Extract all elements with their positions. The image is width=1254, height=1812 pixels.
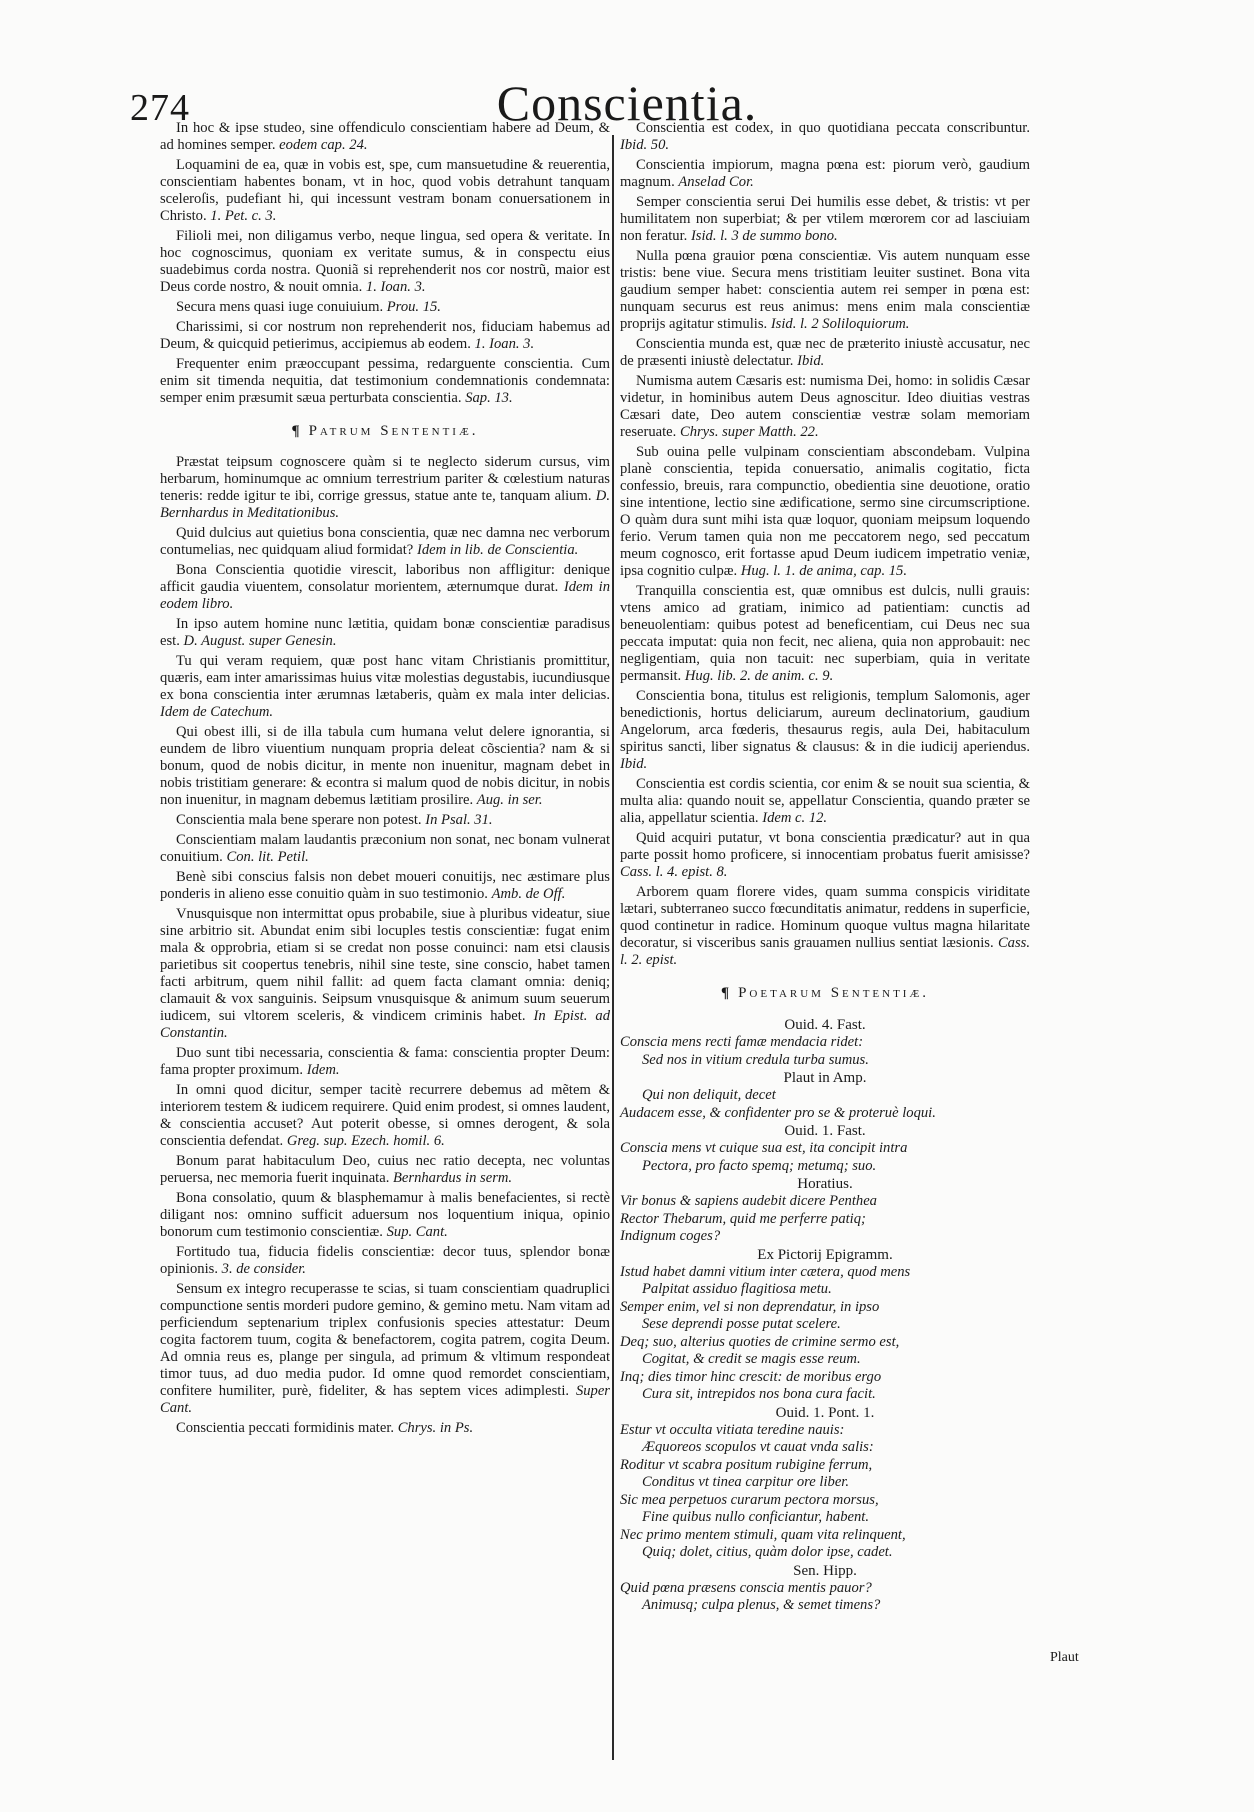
quote-source: Cass. l. 4. epist. 8. [620, 864, 728, 880]
quote-paragraph [160, 228, 610, 296]
quote-paragraph [160, 616, 610, 650]
verse-line: Conditus vt tinea carpitur ore liber. [642, 1474, 850, 1490]
quote-source: Anselad Cor. [678, 174, 754, 190]
right-quotes [620, 120, 1030, 969]
poetarum-verses [620, 1016, 1030, 1615]
quote-paragraph [160, 1190, 610, 1241]
quote-paragraph [620, 248, 1030, 333]
quote-text: Fortitudo tua, fiducia fidelis conscientiæ: decor tuus, splendor bonæ opinionis. [160, 1244, 610, 1277]
quote-text: In ipso autem homine nunc lætitia, quidam bonæ conscientiæ paradisus est. [160, 616, 610, 649]
quote-source: Ibid. [797, 353, 825, 369]
quote-text: Bona Conscientia quotidie virescit, laboribus non affligitur: denique afficit gaudia viuentem, consolatur morientem, æternumque durat. [160, 562, 610, 595]
quote-text: Benè sibi conscius falsis non debet moueri conuitijs, nec æstimare plus ponderis in alieno esse conuitio quàm in suo testimonio. [160, 869, 610, 902]
verse-line: Nec primo mentem stimuli, quam vita relinquent, [620, 1526, 906, 1543]
quote-source: Idem de Catechum. [160, 704, 274, 720]
verse-line: Quid pœna præsens conscia mentis pauor? [620, 1579, 872, 1596]
quote-text: Nulla pœna grauior pœna conscientiæ. Vis autem nunquam esse tristis: bene viue. Secura mens tristitiam leuiter sustinet. Bona vita gaudium semper habet: conscientia autem rei semper in pœna est: nunquam securus est reus animus: mens enim mala conscientiæ proprijs agitatur stimulis. [620, 248, 1030, 332]
right-column [620, 120, 1030, 1615]
quote-text: Conscientia peccati formidinis mater. [176, 1420, 395, 1436]
quote-paragraph [620, 336, 1030, 370]
quote-source: Amb. de Off. [491, 886, 566, 902]
catchword: Plaut [1050, 1650, 1079, 1665]
poem-attribution: Sen. Hipp. [793, 1562, 857, 1579]
verse-line: Indignum coges? [620, 1228, 721, 1244]
quote-text: Filioli mei, non diligamus verbo, neque lingua, sed opera & veritate. In hoc cognoscimus, quoniam ex veritate sumus, & in conspectu eius suadebimus corda nostra. Quoniã si reprehenderit nos cor nostrũ, maior est Deus corde nostro, & nouit omnia. [160, 228, 610, 295]
quote-source: Isid. l. 3 de summo bono. [690, 228, 838, 244]
quote-source: 1. Ioan. 3. [365, 279, 426, 295]
quote-text: Qui obest illi, si de illa tabula cum humana velut delere ignorantia, si eundem de libro viuentium nunquam propria deleat cõscientia? nam & si bonum, quod de nobis dicitur, in mente non inuenitur, magnam debet in nobis tristitiam generare: & econtra si malum quod de nobis dicitur, in nobis non inuenitur, in magnam debemus lætitiam prosilire. [160, 724, 610, 808]
quote-source: In Epist. ad Constantin. [160, 1008, 611, 1041]
quote-text: Charissimi, si cor nostrum non reprehenderit nos, fiduciam habemus ad Deum, & quicquid petierimus, accipiemus ab eodem. [160, 319, 610, 352]
verse-line: Qui non deliquit, decet [642, 1087, 776, 1103]
quote-paragraph [160, 1082, 610, 1150]
quote-source: Idem. [306, 1062, 340, 1078]
poem-attribution: Ouid. 1. Pont. 1. [775, 1404, 875, 1421]
verse-line: Inq; dies timor hinc crescit: de moribus ergo [620, 1368, 882, 1385]
quote-text: Semper conscientia serui Dei humilis esse debet, & tristis: vt per humilitatem non superbiat; & per vtilem mœrorem cor ad lasciuiam non feratur. [620, 194, 1030, 244]
quote-paragraph [160, 454, 610, 522]
quote-text: Tranquilla conscientia est, quæ omnibus est dulcis, nulli grauis: vtens amico ad gratiam, inimico ad patientiam: cunctis ad beneuolentiam: quibus potest ad beneficentiam, cui Deus nec sua peccata imputat: quia non fecit, nec aliena, quia non approbauit: nec negligentiam, quia non tacuit: nec superbiam, quia in veritate permansit. [620, 583, 1030, 684]
running-head: Conscientia. [496, 75, 758, 131]
quote-text: Arborem quam florere vides, quam summa conspicis viriditate lætari, subterraneo succo fœcunditatis animatur, reddens in superficie, quod continetur in radice. Hominum quoque vultus magna hilaritate decoratur, si visceribus sanis grauamen nullius sentiat læsionis. [620, 884, 1030, 951]
quote-paragraph [160, 525, 610, 559]
quote-text: Duo sunt tibi necessaria, conscientia & fama: conscientia propter Deum: fama propter proximum. [160, 1045, 610, 1078]
quote-paragraph [160, 812, 610, 829]
quote-paragraph [620, 688, 1030, 773]
quote-text: Loquamini de ea, quæ in vobis est, spe, cum mansuetudine & reuerentia, conscientiam habentes bonam, vt in hoc, quod vobis detrahunt tanquam sceleroſis, pudefiant hi, qui incessunt vestram bonam conuersationem in Christo. [160, 157, 610, 224]
verse-line: Vir bonus & sapiens audebit dicere Penthea [620, 1193, 877, 1209]
quote-paragraph [160, 1244, 610, 1278]
quote-text: Præstat teipsum cognoscere quàm si te neglecto siderum cursus, vim herbarum, hominumque ac omnium terrestrium pariter & cœlestium naturas teneris: redde igitur te ibi, corrige gressus, statue ante te, tanquam alium. [160, 454, 610, 504]
verse-line: Sese deprendi posse putat scelere. [642, 1316, 841, 1332]
left-column [160, 120, 610, 1440]
verse-line: Sed nos in vitium credula turba sumus. [642, 1051, 869, 1068]
quote-source: Idem in lib. de Conscientia. [416, 542, 579, 558]
quote-text: Sensum ex integro recuperasse te scias, si tuam conscientiam quadruplici compunctione sentis morderi pudore gemino, & gemino metu. Nam vitam ad perficiendum septenarium triplex confusionis species attestatur: Deum cogita factorem tuum, cogita & benefactorem, cogita patrem, cogita Deum. Ad omnia reus es, plange per singula, ad primum & vltimum respondeat timor tuus, ad duo media pudor. Id omne quod remordet conscientiam, confitere humiliter, purè, fideliter, & has septem vices adimplesti. [160, 1281, 610, 1399]
quote-text: Sub ouina pelle vulpinam conscientiam abscondebam. Vulpina planè conscientia, tepida conuersatio, animalis cogitatio, ficta confessio, breuis, rara compunctio, obedientia sine deuotione, oratio sine intentione, lectio sine ædificatione, sermo sine circumscriptione. O quàm dura sunt mihi ista quæ loquor, quoniam meipsum loquendo ferio. Verum tamen quia non me peccatorem nego, sed peccatum meum cognosco, erit fortasse apud Deum iudicem impetratio veniæ, ipsa cognitio culpæ. [620, 444, 1030, 579]
quote-paragraph [160, 1045, 610, 1079]
section-heading-poetarum [620, 985, 1030, 1002]
quote-text: Bona consolatio, quum & blasphemamur à malis benefacientes, si rectè diligant nos: omnino sufficit aduersum nos loquentium iniqua, opinio bonorum cum testimonio conscientiæ. [160, 1190, 610, 1240]
quote-source: Aug. in ser. [476, 792, 543, 808]
section-heading-patrum [160, 423, 610, 440]
quote-source: Prou. 15. [386, 299, 441, 315]
quote-text: Bonum parat habitaculum Deo, cuius nec ratio decepta, nec voluntas peruersa, nec memoria fuerit inquinata. [160, 1153, 610, 1186]
quote-text: Conscientia est codex, in quo quotidiana peccata conscribuntur. [636, 120, 1030, 136]
poem-attribution: Horatius. [797, 1176, 853, 1192]
verse-line: Animusq; culpa plenus, & semet timens? [642, 1597, 881, 1613]
verse-line: Audacem esse, & confidenter pro se & proteruè loqui. [620, 1104, 936, 1121]
quote-source: Chrys. super Matth. 22. [679, 424, 819, 440]
quote-paragraph [160, 120, 610, 154]
quote-paragraph [160, 299, 610, 316]
quote-source: 1. Pet. c. 3. [210, 208, 277, 224]
verse-line: Estur vt occulta vitiata teredine nauis: [620, 1421, 845, 1438]
quote-source: Idem in eodem libro. [160, 579, 610, 612]
quote-source: Chrys. in Ps. [397, 1420, 474, 1436]
quote-paragraph [620, 776, 1030, 827]
quote-source: Cass. l. 2. epist. [620, 935, 1030, 968]
verse-line: Rector Thebarum, quid me perferre patiq; [620, 1210, 866, 1227]
quote-paragraph [160, 562, 610, 613]
verse-line: Cogitat, & credit se magis esse reum. [642, 1351, 861, 1367]
verse-line: Sic mea perpetuos curarum pectora morsus, [620, 1491, 879, 1508]
quote-paragraph [620, 830, 1030, 881]
pilcrow-icon: ¶ [720, 985, 733, 1001]
quote-source: Hug. lib. 2. de anim. c. 9. [684, 668, 834, 684]
quote-source: Con. lit. Petil. [226, 849, 309, 865]
quote-text: Tu qui veram requiem, quæ post hanc vitam Christianis promittitur, quæris, eam inter amarissimas huius vitæ molestias degustabis, iucundiusque ex bona conscientia inter ærumnas lætaberis, quàm ex mala inter delicias. [160, 653, 610, 703]
verse-line: Deq; suo, alterius quoties de crimine sermo est, [620, 1333, 900, 1350]
poem-attribution: Plaut in Amp. [783, 1070, 867, 1086]
verse-line: Cura sit, intrepidos nos bona cura facit. [642, 1386, 876, 1402]
quote-text: Conscientia impiorum, magna pœna est: piorum verò, gaudium magnum. [620, 157, 1030, 190]
verse-line: Quiq; dolet, citius, quàm dolor ipse, cadet. [642, 1544, 893, 1560]
quote-source: Bernhardus in serm. [393, 1170, 513, 1186]
quote-source: D. August. super Genesin. [183, 633, 337, 649]
pilcrow-icon: ¶ [291, 423, 303, 439]
poem-attribution: Ex Pictorij Epigramm. [757, 1246, 893, 1263]
quote-source: Sap. 13. [465, 390, 513, 406]
quote-paragraph [160, 157, 610, 225]
patrum-quotes [160, 454, 610, 1437]
quote-paragraph [620, 157, 1030, 191]
quote-text: Secura mens quasi iuge conuiuium. [176, 299, 384, 315]
quote-paragraph [160, 906, 610, 1042]
quote-text: Conscientia bona, titulus est religionis, templum Salomonis, ager benedictionis, hortus deliciarum, aureum declinatorium, gaudium Angelorum, arca fœderis, thesaurus regis, aula Dei, habitaculum spiritus sancti, liber signatus & clausus: & in die iudicij aperiendus. [620, 688, 1030, 755]
quote-paragraph [620, 884, 1030, 969]
quote-text: Conscientia munda est, quæ nec de præterito iniustè accusatur, nec de præsenti iniustè delectatur. [620, 336, 1030, 369]
quote-source: Sup. Cant. [386, 1224, 448, 1240]
verse-line: Palpitat assiduo flagitiosa metu. [642, 1281, 832, 1297]
quote-paragraph [620, 444, 1030, 580]
verse-line: Istud habet damni vitium inter cætera, quod mens [620, 1263, 911, 1280]
verse-line: Pectora, pro facto spemq; metumq; suo. [642, 1157, 877, 1174]
quote-source: eodem cap. 24. [279, 137, 368, 153]
quote-source: Isid. l. 2 Soliloquiorum. [770, 316, 910, 332]
quote-paragraph [620, 373, 1030, 441]
quote-text: Quid acquiri putatur, vt bona conscientia prædicatur? aut in qua parte possit homo proficere, si innocentiam probatus fuerit amisisse? [620, 830, 1030, 863]
quote-text: In hoc & ipse studeo, sine offendiculo conscientiam habere ad Deum, & ad homines semper. [160, 120, 610, 153]
quote-text: In omni quod dicitur, semper tacitè recurrere debemus ad mẽtem & interiorem testem & iudicem requirere. Quid enim prodest, si omnes laudent, & conscientia accuset? Aut poterit obesse, si omnes derogent, & sola conscientia defendat. [160, 1082, 610, 1149]
section-heading-text: Patrum Sententiæ. [308, 423, 479, 439]
quote-text: Conscientiam malam laudantis præconium non sonat, nec bonam vulnerat conuitium. [160, 832, 610, 865]
quote-source: Super Cant. [160, 1383, 610, 1416]
verse-line: Roditur vt scabra positum rubigine ferrum, [620, 1456, 873, 1473]
quote-source: Ibid. 50. [620, 137, 670, 153]
quote-paragraph [620, 194, 1030, 245]
quote-text: Numisma autem Cæsaris est: numisma Dei, homo: in solidis Cæsar videtur, in hominibus autem Deus agnoscitur. Ideo diuitias vestras Cæsari date, Deo autem conscientiæ vestræ solam memoriam reseruate. [620, 373, 1030, 440]
quote-paragraph [160, 724, 610, 809]
quote-paragraph [160, 653, 610, 721]
quote-text: Quid dulcius aut quietius bona conscientia, quæ nec damna nec verborum contumelias, nec quidquam aliud formidat? [160, 525, 610, 558]
verse-line: Æquoreos scopulos vt cauat vnda salis: [642, 1439, 874, 1455]
quote-paragraph [160, 1153, 610, 1187]
quote-source: Idem c. 12. [762, 810, 828, 826]
quote-source: D. Bernhardus in Meditationibus. [160, 488, 610, 521]
quote-source: Hug. l. 1. de anima, cap. 15. [740, 563, 908, 579]
quote-paragraph [160, 1281, 610, 1417]
quote-paragraph [160, 356, 610, 407]
page-number: 274 [130, 87, 190, 129]
section-heading-text: Poetarum Sententiæ. [738, 985, 929, 1001]
left-scripture-quotes [160, 120, 610, 407]
quote-text: Frequenter enim præoccupant pessima, redarguente conscientia. Cum enim sit timenda nequitia, dat testimonium condemnationis condemnata: semper enim præsumit sæua perturbata conscientia. [160, 356, 610, 406]
quote-paragraph [160, 1420, 610, 1437]
verse-line: Fine quibus nullo conficiantur, habent. [642, 1509, 869, 1525]
column-rule [612, 135, 614, 1760]
quote-text: Vnusquisque non intermittat opus probabile, siue à pluribus videatur, siue sine arbitrio sit. Abundat enim sibi locuples testis conscientiæ: fugat enim mala & opprobria, etiam si se credat non posse conuinci: nam etsi clausis parietibus sit coopertus tenebris, nihil sine teste, sine conscio, habet tamen facti arbitrum, quem nihil fallit: ad quem facta clamant omnia: deniq; clamauit & vox sanguinis. Seipsum vnusquisque & animum suum seuerum iudicem, sui vltorem sceleris, & vindicem criminis habet. [160, 906, 610, 1024]
verse-line: Semper enim, vel si non deprendatur, in ipso [620, 1298, 880, 1315]
quote-paragraph [160, 869, 610, 903]
verse-line: Conscia mens vt cuique sua est, ita concipit intra [620, 1140, 908, 1156]
verse-line: Conscia mens recti famæ mendacia ridet: [620, 1034, 864, 1050]
poem-attribution: Ouid. 4. Fast. [784, 1017, 866, 1033]
quote-source: 1. Ioan. 3. [474, 336, 535, 352]
quote-paragraph [160, 832, 610, 866]
quote-source: Greg. sup. Ezech. homil. 6. [286, 1133, 445, 1149]
quote-source: 3. de consider. [221, 1261, 306, 1277]
quote-source: Ibid. [620, 756, 648, 772]
quote-text: Conscientia mala bene sperare non potest. [176, 812, 422, 828]
quote-paragraph [620, 120, 1030, 154]
quote-paragraph [620, 583, 1030, 685]
quote-source: In Psal. 31. [425, 812, 493, 828]
quote-text: Conscientia est cordis scientia, cor enim & se nouit sua scientia, & multa alia: quando nouit se, appellatur Conscientia, quando præter se alia, appellatur scientia. [620, 776, 1030, 826]
quote-paragraph [160, 319, 610, 353]
poem-attribution: Ouid. 1. Fast. [784, 1123, 866, 1139]
